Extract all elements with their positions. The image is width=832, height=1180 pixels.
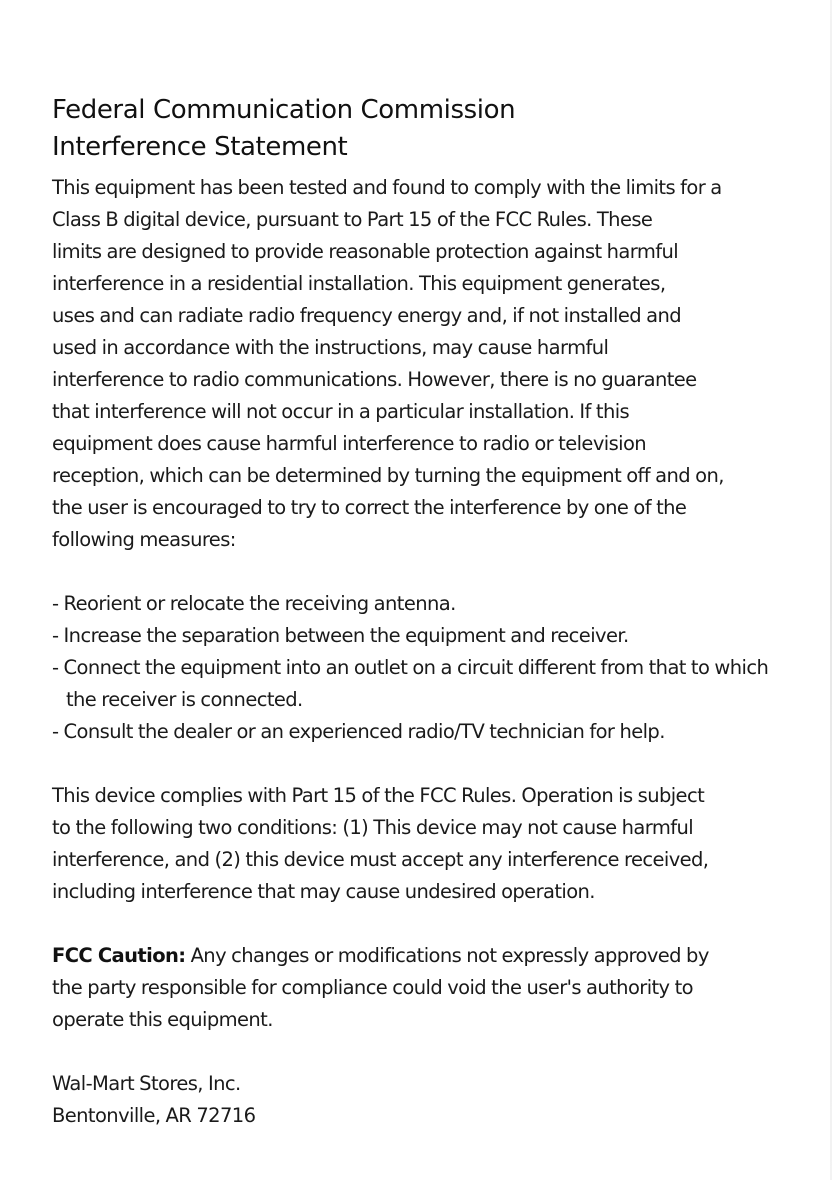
text-line: reception, which can be determined by turning the equipment off and on, <box>52 464 724 487</box>
company-address <box>52 1068 797 1132</box>
list-item: - Reorient or relocate the receiving antenna. <box>52 592 456 615</box>
text-line: interference to radio communications. However, there is no guarantee <box>52 368 697 391</box>
text-line: limits are designed to provide reasonable protection against harmful <box>52 240 679 263</box>
text-line <box>52 940 797 972</box>
text-line: that interference will not occur in a particular installation. If this <box>52 400 630 423</box>
text-line: This equipment has been tested and found to comply with the limits for a <box>52 176 722 199</box>
compliance-paragraph <box>52 780 797 908</box>
address-line: Bentonville, AR 72716 <box>52 1104 256 1127</box>
text-line: used in accordance with the instructions, may cause harmful <box>52 336 609 359</box>
caution-label: FCC Caution: <box>52 944 186 967</box>
list-item: - Consult the dealer or an experienced radio/TV technician for help. <box>52 720 665 743</box>
text-line: the user is encouraged to try to correct the interference by one of the <box>52 496 687 519</box>
title-line: Interference Statement <box>52 132 348 162</box>
caution-paragraph <box>52 940 797 1036</box>
text-line: operate this equipment. <box>52 1008 273 1031</box>
intro-paragraph <box>52 172 797 556</box>
text-line: equipment does cause harmful interference to radio or television <box>52 432 647 455</box>
caution-text: Any changes or modifications not expressly approved by <box>185 944 709 967</box>
text-line: This device complies with Part 15 of the FCC Rules. Operation is subject <box>52 784 705 807</box>
list-item: - Increase the separation between the equipment and receiver. <box>52 624 629 647</box>
text-line: the party responsible for compliance could void the user's authority to <box>52 976 693 999</box>
fcc-statement-page <box>52 92 797 1132</box>
list-item: - Connect the equipment into an outlet on a circuit different from that to which the receiver is connected. <box>52 656 769 711</box>
text-line: following measures: <box>52 528 236 551</box>
text-line: to the following two conditions: (1) This device may not cause harmful <box>52 816 694 839</box>
text-line: uses and can radiate radio frequency energy and, if not installed and <box>52 304 682 327</box>
text-line: Class B digital device, pursuant to Part 15 of the FCC Rules. These <box>52 208 653 231</box>
address-line: Wal-Mart Stores, Inc. <box>52 1072 241 1095</box>
title-line: Federal Communication Commission <box>52 95 516 125</box>
document-title <box>52 92 797 166</box>
text-line: including interference that may cause undesired operation. <box>52 880 595 903</box>
text-line: interference, and (2) this device must accept any interference received, <box>52 848 709 871</box>
text-line: interference in a residential installation. This equipment generates, <box>52 272 666 295</box>
measures-list <box>52 588 797 748</box>
